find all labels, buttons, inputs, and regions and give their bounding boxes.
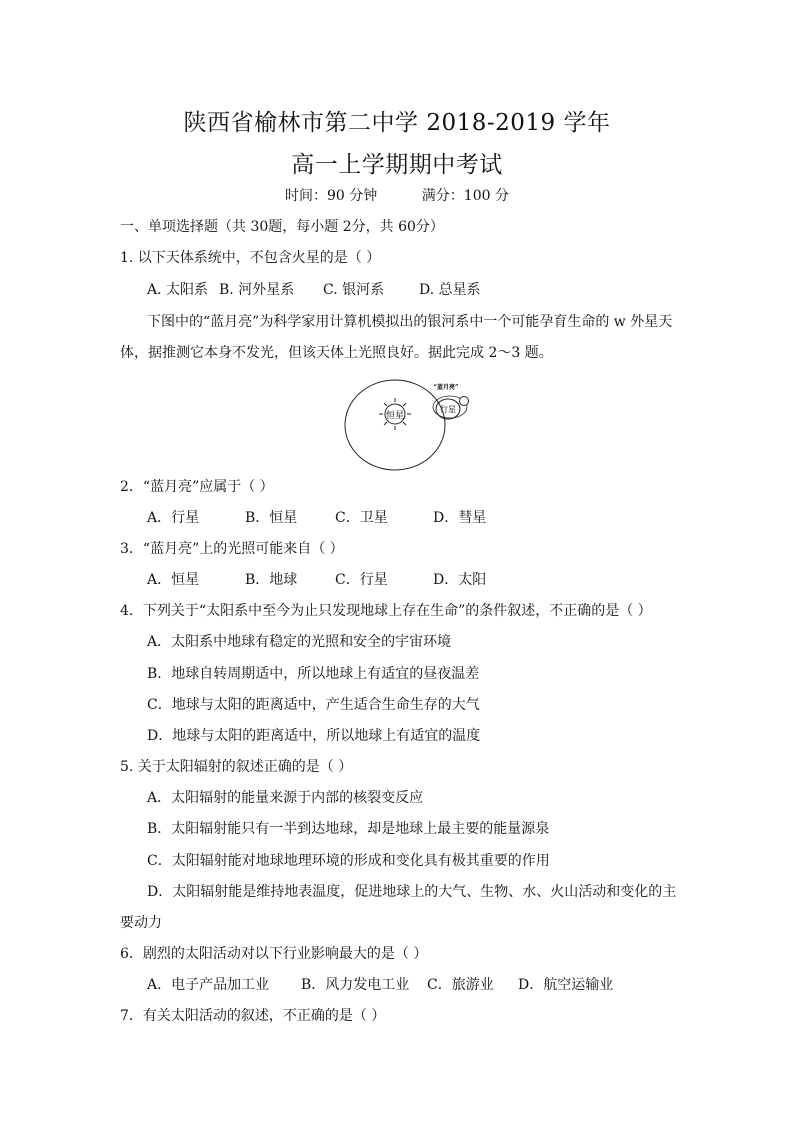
blue-moon-circle [460,397,469,406]
q5-option-d-continuation: 要动力 [120,915,162,931]
question-3-options [147,570,486,590]
section-heading: 一、单项选择题（共 30题，每小题 2分，共 60分） [120,219,444,235]
q3-option-a[interactable]: A．恒星 [147,572,200,588]
q2-option-b[interactable]: B．恒星 [245,510,298,526]
q1-option-a[interactable]: A. 太阳系 [147,282,209,298]
question-2-options [147,508,486,528]
orbit-ellipse [345,380,445,470]
q2-option-d[interactable]: D．彗星 [433,510,487,526]
q6-option-d[interactable]: D．航空运输业 [518,977,614,993]
q3-option-c[interactable]: C．行星 [335,572,388,588]
question-6-stem: 6．剧烈的太阳活动对以下行业影响最大的是（ ） [120,946,428,962]
q2-option-c[interactable]: C．卫星 [335,510,388,526]
q5-option-d[interactable]: D．太阳辐射能是维持地表温度，促进地球上的大气、生物、水、火山活动和变化的主 [147,884,677,900]
q4-option-d[interactable]: D．地球与太阳的距离适中，所以地球上有适宜的温度 [147,728,481,744]
q5-option-c[interactable]: C．太阳辐射能对地球地理环境的形成和变化具有极其重要的作用 [147,853,550,869]
q1-option-b[interactable]: B. 河外星系 [219,282,295,298]
q3-option-b[interactable]: B．地球 [245,572,298,588]
planet-label: 行星 [440,405,456,414]
q5-option-b[interactable]: B．太阳辐射能只有一半到达地球，却是地球上最主要的能量源泉 [147,821,550,837]
moon-label: “蓝月亮” [433,384,459,391]
q1-option-c[interactable]: C. 银河系 [323,282,385,298]
star-label: 恒星 [385,411,405,421]
q5-option-a[interactable]: A．太阳辐射的能量来源于内部的核裂变反应 [147,790,424,806]
question-1-options [147,280,481,300]
blue-moon-diagram [340,374,490,474]
title-line-1: 陕西省榆林市第二中学 2018-2019 学年 [183,110,611,136]
q6-option-b[interactable]: B．风力发电工业 [301,977,410,993]
question-6-options [147,975,613,995]
question-3-stem: 3．“蓝月亮”上的光照可能来自（ ） [120,541,344,557]
q4-option-c[interactable]: C．地球与太阳的距离适中，产生适合生命生存的大气 [147,697,480,713]
q6-option-a[interactable]: A．电子产品加工业 [147,977,270,993]
exam-meta: 时间：90 分钟 满分：100 分 [285,188,509,204]
question-7-stem: 7．有关太阳活动的叙述，不正确的是（ ） [120,1008,386,1024]
title-line-2: 高一上学期期中考试 [291,152,503,178]
q3-option-d[interactable]: D．太阳 [433,572,487,588]
question-4-stem: 4．下列关于“太阳系中至今为止只发现地球上存在生命”的条件叙述，不正确的是（ ） [120,603,652,619]
question-2-stem: 2．“蓝月亮”应属于（ ） [120,479,274,495]
q2-option-a[interactable]: A．行星 [147,510,200,526]
q4-option-a[interactable]: A．太阳系中地球有稳定的光照和安全的宇宙环境 [147,634,452,650]
passage-line-2: 体，据推测它本身不发光，但该天体上光照良好。据此完成 2～3 题。 [120,345,553,361]
question-5-stem: 5. 关于太阳辐射的叙述正确的是（ ） [120,759,353,775]
q6-option-c[interactable]: C．旅游业 [427,977,494,993]
question-1-stem: 1. 以下天体系统中，不包含火星的是（ ） [120,250,381,266]
passage-line-1: 下图中的“蓝月亮”为科学家用计算机模拟出的银河系中一个可能孕育生命的 w 外星天 [147,314,673,330]
q4-option-b[interactable]: B．地球自转周期适中，所以地球上有适宜的昼夜温差 [147,666,480,682]
q1-option-d[interactable]: D. 总星系 [419,282,481,298]
